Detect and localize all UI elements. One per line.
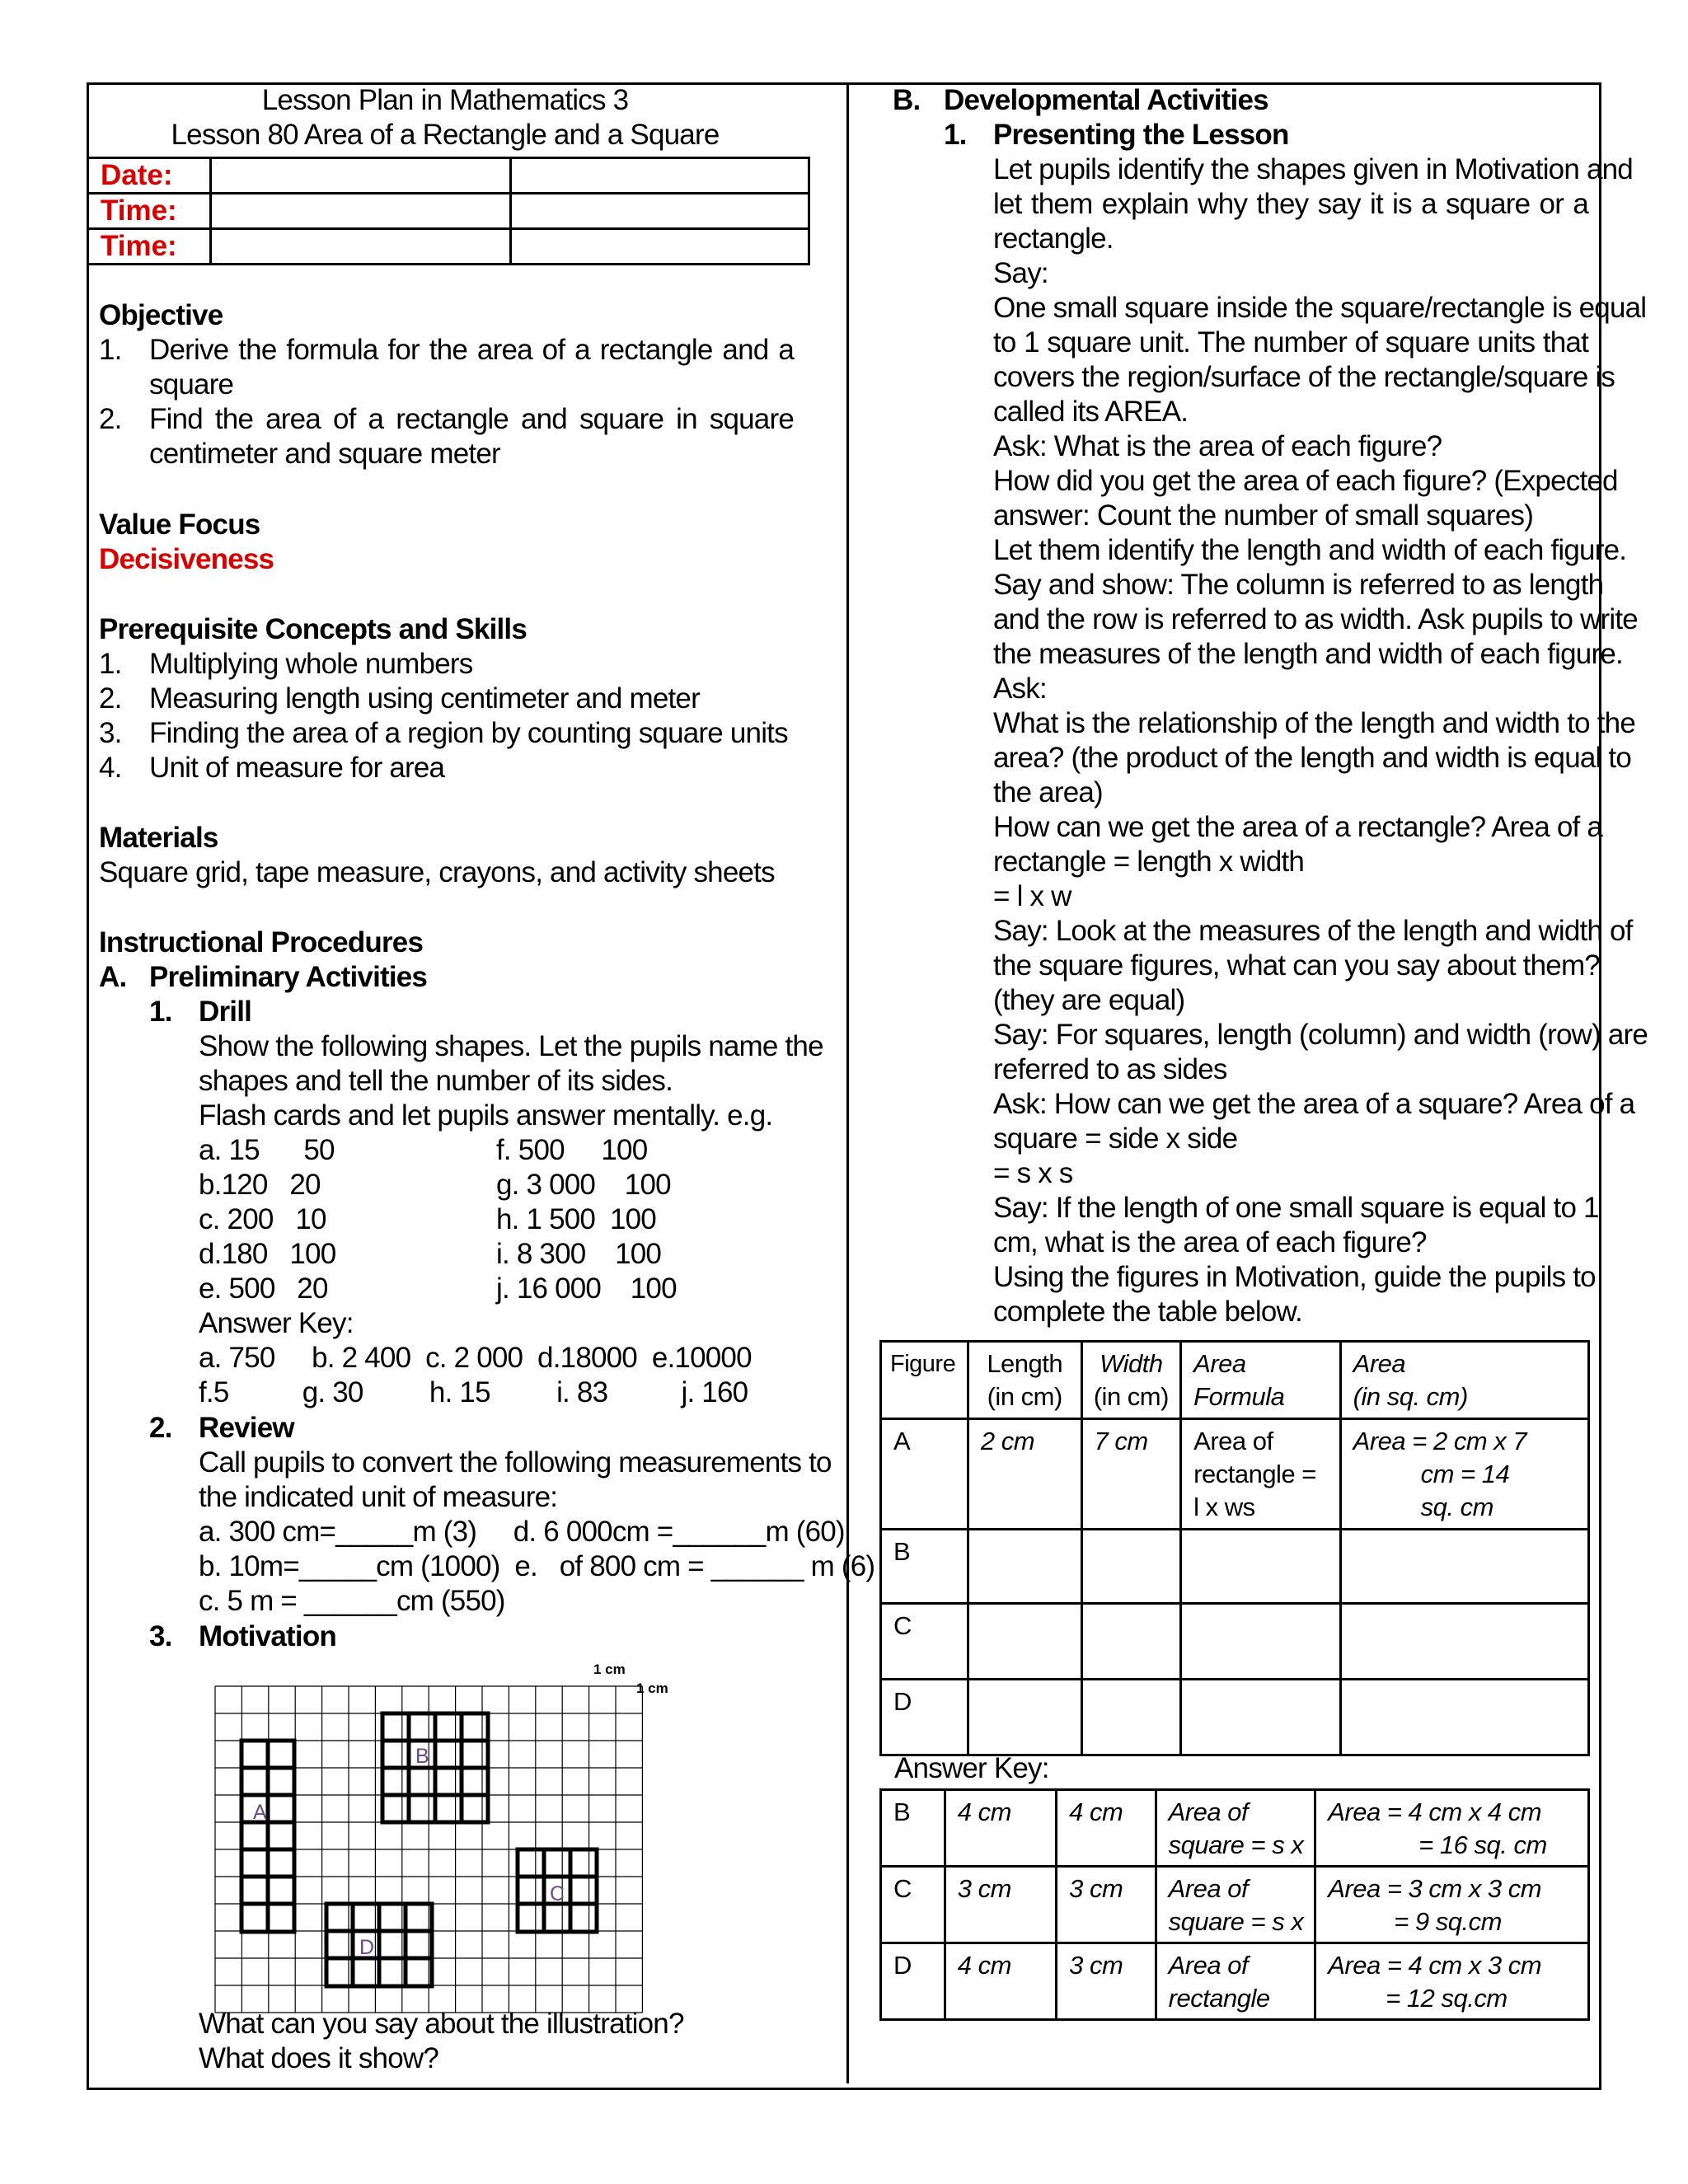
row-b-area-cell[interactable] — [1340, 1530, 1588, 1604]
objective-item-1-cont: square — [149, 368, 234, 401]
dev-line-17: What is the relationship of the length and width to the — [993, 707, 1636, 739]
answer-row-d — [881, 1943, 1589, 2020]
lesson-subtitle: Lesson 80 Area of a Rectangle and a Square — [171, 119, 720, 151]
drill-answer-line-1: a. 750 b. 2 400 c. 2 000 d.18000 e.10000 — [199, 1342, 752, 1374]
drill-text-1: Show the following shapes. Let the pupils name the — [199, 1030, 823, 1062]
answer-b-figure: B — [881, 1790, 945, 1867]
objective-item-2: Find the area of a rectangle and square in square — [149, 403, 794, 435]
dev-line-18: area? (the product of the length and width is equal to — [993, 742, 1632, 774]
time-field-2b[interactable] — [511, 229, 809, 265]
prereq-num-4: 4. — [99, 752, 122, 784]
section-b-heading: Developmental Activities — [944, 84, 1268, 116]
label-c: C — [550, 1882, 565, 1905]
section-a-letter: A. — [99, 961, 127, 993]
date-field-2[interactable] — [511, 158, 809, 194]
time-field-1a[interactable] — [210, 194, 511, 229]
prerequisite-heading: Prerequisite Concepts and Skills — [99, 613, 528, 645]
row-b-figure: B — [881, 1530, 968, 1604]
answer-d-width: 3 cm — [1057, 1943, 1156, 2020]
row-b-length-cell[interactable] — [968, 1530, 1081, 1604]
row-a-area: Area = 2 cm x 7 cm = 14 sq. cm — [1340, 1419, 1588, 1530]
answer-c-formula: Area of square = s x — [1156, 1867, 1315, 1943]
materials-heading: Materials — [99, 822, 218, 854]
flash-item-c: c. 200 10 — [199, 1203, 326, 1235]
review-item-b-e: b. 10m=_____cm (1000) e. of 800 cm = ______ m (6) — [199, 1550, 875, 1582]
label-a: A — [253, 1801, 267, 1824]
prereq-item-2: Measuring length using centimeter and meter — [149, 682, 700, 715]
time-label-2: Time: — [88, 229, 211, 265]
answer-d-length: 4 cm — [945, 1943, 1056, 2020]
section-a-heading: Preliminary Activities — [149, 961, 428, 993]
time-field-1b[interactable] — [511, 194, 809, 229]
answer-c-length: 3 cm — [945, 1867, 1056, 1943]
dev-line-7: covers the region/surface of the rectangle/square is — [993, 361, 1615, 393]
answer-b-formula: Area of square = s x — [1156, 1790, 1315, 1867]
materials-text: Square grid, tape measure, crayons, and activity sheets — [99, 856, 775, 888]
answer-row-c — [881, 1867, 1589, 1943]
prereq-num-3: 3. — [99, 717, 122, 749]
flash-item-h: h. 1 500 100 — [496, 1203, 656, 1235]
drill-text-2: shapes and tell the number of its sides. — [199, 1065, 673, 1097]
drill-text-3: Flash cards and let pupils answer mentally. e.g. — [199, 1099, 773, 1132]
row-a-formula: Area of rectangle = l x ws — [1181, 1419, 1341, 1530]
motivation-question-2: What does it show? — [199, 2042, 439, 2074]
time-label-1: Time: — [88, 194, 211, 229]
presenting-heading: Presenting the Lesson — [993, 119, 1289, 151]
flash-item-i: i. 8 300 100 — [496, 1238, 662, 1270]
dev-line-11: answer: Count the number of small squares) — [993, 499, 1534, 532]
dev-line-4: Say: — [993, 257, 1048, 289]
header-width: Width (in cm) — [1081, 1342, 1181, 1419]
dev-line-14: and the row is referred to as width. Ask pupils to write — [993, 603, 1638, 635]
dev-line-15: the measures of the length and width of each figure. — [993, 638, 1623, 670]
answer-d-formula: Area of rectangle — [1156, 1943, 1315, 2020]
row-a-length: 2 cm — [968, 1419, 1081, 1530]
dev-line-30: = s x s — [993, 1157, 1073, 1189]
header-area-sqcm: Area (in sq. cm) — [1340, 1342, 1588, 1419]
area-table-row-b — [881, 1530, 1589, 1604]
flash-item-b: b.120 20 — [199, 1169, 321, 1201]
row-c-area-cell[interactable] — [1340, 1604, 1588, 1680]
answer-c-figure: C — [881, 1867, 945, 1943]
drill-answer-key-label: Answer Key: — [199, 1307, 354, 1339]
drill-num: 1. — [149, 996, 172, 1028]
label-b: B — [415, 1745, 429, 1768]
flash-item-f: f. 500 100 — [496, 1134, 648, 1166]
dev-line-33: Using the figures in Motivation, guide the pupils to — [993, 1261, 1596, 1293]
dev-line-29: square = side x side — [993, 1122, 1238, 1155]
objective-item-2-cont: centimeter and square meter — [149, 438, 500, 470]
answer-row-b — [881, 1790, 1589, 1867]
section-b-letter: B. — [893, 84, 921, 116]
dev-line-8: called its AREA. — [993, 396, 1189, 428]
date-field-1[interactable] — [210, 158, 511, 194]
dev-line-1: Let pupils identify the shapes given in Motivation and — [993, 153, 1633, 185]
dev-line-16: Ask: — [993, 673, 1047, 705]
motivation-heading: Motivation — [199, 1620, 336, 1652]
column-divider — [846, 85, 849, 2083]
row-d-figure: D — [881, 1680, 968, 1755]
prereq-item-1: Multiplying whole numbers — [149, 648, 473, 680]
flash-item-d: d.180 100 — [199, 1238, 336, 1270]
answer-b-length: 4 cm — [945, 1790, 1056, 1867]
value-focus-value: Decisiveness — [99, 543, 274, 575]
grid-label-top: 1 cm — [593, 1661, 626, 1677]
dev-line-13: Say and show: The column is referred to as length — [993, 569, 1604, 601]
dev-line-5: One small square inside the square/rectangle is equal — [993, 292, 1647, 324]
row-d-width-cell[interactable] — [1081, 1680, 1181, 1755]
answer-d-area: Area = 4 cm x 3 cm = 12 sq.cm — [1315, 1943, 1589, 2020]
dev-line-12: Let them identify the length and width of each figure. — [993, 534, 1627, 566]
prereq-num-1: 1. — [99, 648, 122, 680]
dev-line-6: to 1 square unit. The number of square units that — [993, 326, 1588, 359]
answer-c-width: 3 cm — [1057, 1867, 1156, 1943]
dev-line-25: (they are equal) — [993, 984, 1185, 1016]
row-c-figure: C — [881, 1604, 968, 1680]
flash-item-a: a. 15 50 — [199, 1134, 335, 1166]
motivation-question-1: What can you say about the illustration? — [199, 2008, 684, 2040]
drill-heading: Drill — [199, 996, 252, 1028]
value-focus-heading: Value Focus — [99, 509, 260, 541]
row-a-figure: A — [881, 1419, 968, 1530]
review-text-2: the indicated unit of measure: — [199, 1481, 558, 1513]
lesson-title: Lesson Plan in Mathematics 3 — [261, 84, 629, 116]
motivation-num: 3. — [149, 1620, 172, 1652]
dev-line-3: rectangle. — [993, 223, 1114, 255]
dev-line-31: Say: If the length of one small square is equal to 1 — [993, 1192, 1599, 1224]
flash-item-g: g. 3 000 100 — [496, 1169, 671, 1201]
row-c-width-cell[interactable] — [1081, 1604, 1181, 1680]
answer-d-figure: D — [881, 1943, 945, 2020]
presenting-num: 1. — [944, 119, 967, 151]
date-time-table — [87, 157, 810, 265]
row-d-formula-cell[interactable] — [1181, 1680, 1341, 1755]
objective-heading: Objective — [99, 299, 223, 331]
dev-line-27: referred to as sides — [993, 1053, 1227, 1085]
header-length: Length (in cm) — [968, 1342, 1081, 1419]
dev-line-24: the square figures, what can you say about them? — [993, 949, 1600, 982]
header-figure: Figure — [881, 1342, 968, 1419]
dev-line-9: Ask: What is the area of each figure? — [993, 430, 1442, 462]
review-num: 2. — [149, 1412, 172, 1444]
dev-line-10: How did you get the area of each figure? (Expected — [993, 465, 1618, 497]
review-text-1: Call pupils to convert the following measurements to — [199, 1446, 832, 1479]
answer-b-area: Area = 4 cm x 4 cm = 16 sq. cm — [1315, 1790, 1589, 1867]
review-item-a-d: a. 300 cm=_____m (3) d. 6 000cm =______m (60) — [199, 1516, 845, 1548]
dev-line-23: Say: Look at the measures of the length and width of — [993, 915, 1633, 947]
objective-item-1: Derive the formula for the area of a rectangle and a — [149, 334, 794, 366]
area-table-row-a — [881, 1419, 1589, 1530]
objective-num-1: 1. — [99, 334, 122, 366]
prereq-item-3: Finding the area of a region by counting square units — [149, 717, 788, 749]
dev-line-21: rectangle = length x width — [993, 846, 1305, 878]
grid-label-right: 1 cm — [636, 1680, 668, 1696]
area-table-row-d — [881, 1680, 1589, 1755]
answer-c-area: Area = 3 cm x 3 cm = 9 sq.cm — [1315, 1867, 1589, 1943]
dev-line-32: cm, what is the area of each figure? — [993, 1226, 1427, 1258]
area-table-row-c — [881, 1604, 1589, 1680]
motivation-grid — [206, 1652, 684, 2019]
dev-line-28: Ask: How can we get the area of a square? Area of a — [993, 1088, 1635, 1120]
prereq-num-2: 2. — [99, 682, 122, 715]
row-a-width: 7 cm — [1081, 1419, 1181, 1530]
dev-line-26: Say: For squares, length (column) and width (row) are — [993, 1019, 1648, 1051]
review-heading: Review — [199, 1412, 294, 1444]
dev-line-2: let them explain why they say it is a square or a — [993, 188, 1588, 220]
date-label: Date: — [88, 158, 211, 194]
drill-answer-line-2: f.5 g. 30 h. 15 i. 83 j. 160 — [199, 1376, 748, 1408]
row-d-length-cell[interactable] — [968, 1680, 1081, 1755]
row-b-formula-cell[interactable] — [1181, 1530, 1341, 1604]
dev-line-34: complete the table below. — [993, 1296, 1302, 1328]
table-answer-key-label: Answer Key: — [894, 1752, 1049, 1784]
row-d-area-cell[interactable] — [1340, 1680, 1588, 1755]
row-c-length-cell[interactable] — [968, 1604, 1081, 1680]
area-table-header-row — [881, 1342, 1589, 1419]
row-c-formula-cell[interactable] — [1181, 1604, 1341, 1680]
dev-line-19: the area) — [993, 776, 1103, 808]
prereq-item-4: Unit of measure for area — [149, 752, 445, 784]
time-field-2a[interactable] — [210, 229, 511, 265]
procedures-heading: Instructional Procedures — [99, 926, 424, 958]
dev-line-20: How can we get the area of a rectangle? Area of a — [993, 811, 1603, 843]
answer-key-table — [879, 1788, 1590, 2021]
row-b-width-cell[interactable] — [1081, 1530, 1181, 1604]
review-item-c: c. 5 m = ______cm (550) — [199, 1585, 505, 1617]
objective-num-2: 2. — [99, 403, 122, 435]
answer-b-width: 4 cm — [1057, 1790, 1156, 1867]
dev-line-22: = l x w — [993, 880, 1071, 912]
label-d: D — [359, 1936, 375, 1959]
flash-item-e: e. 500 20 — [199, 1272, 328, 1305]
area-table — [879, 1340, 1590, 1756]
header-area-formula: Area Formula — [1181, 1342, 1341, 1419]
flash-item-j: j. 16 000 100 — [496, 1272, 677, 1305]
